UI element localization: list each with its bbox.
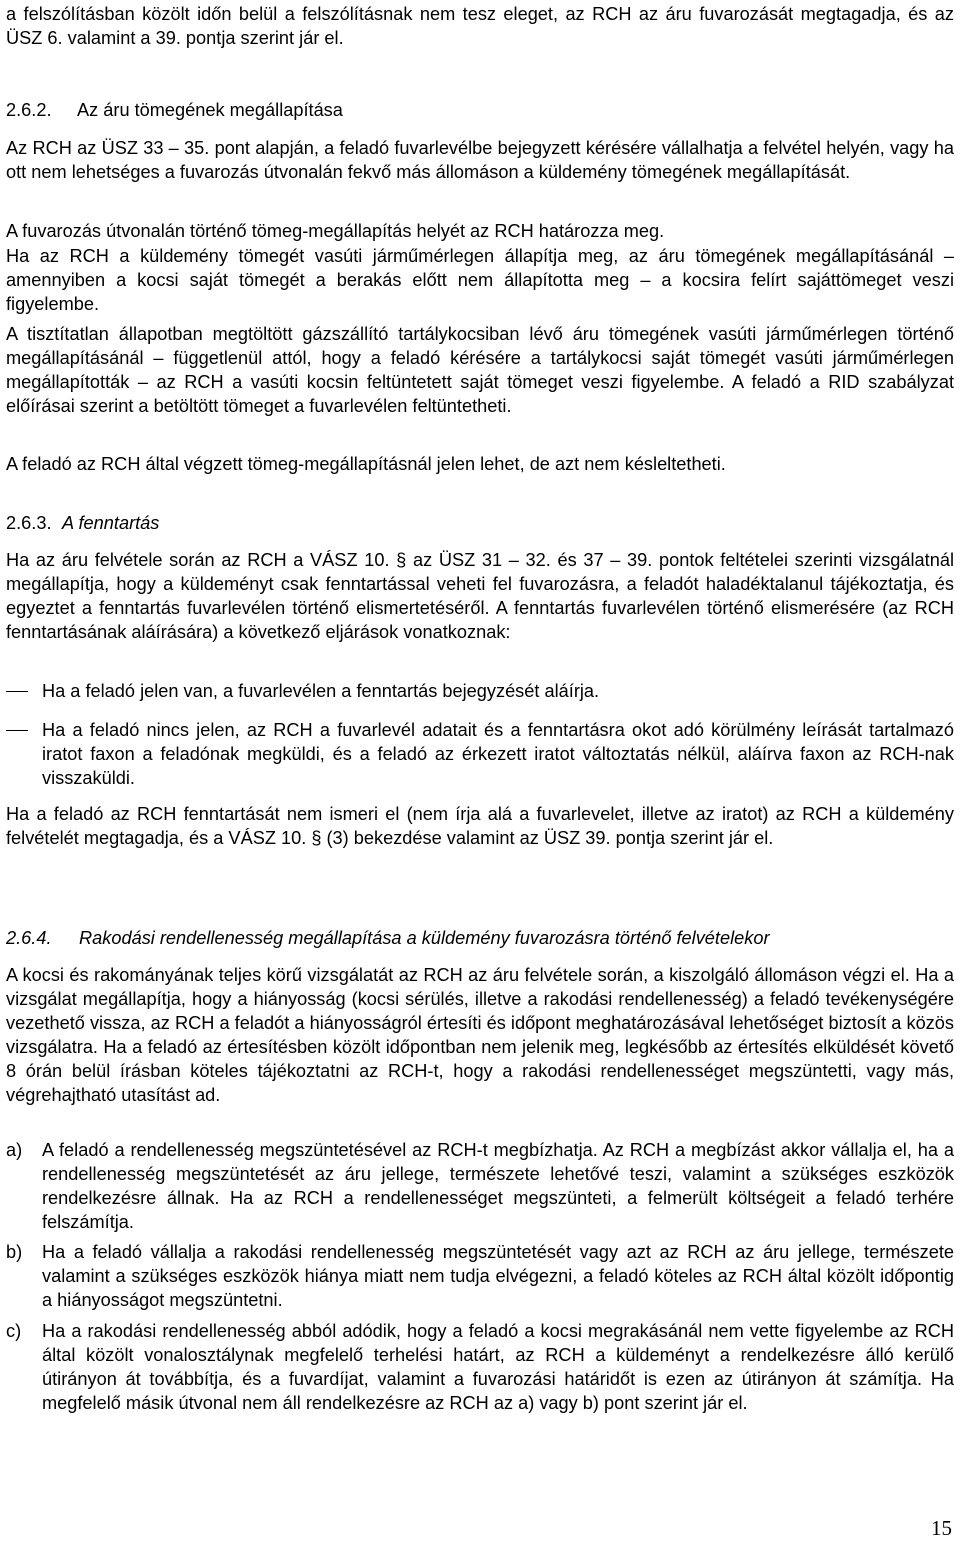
section-heading xyxy=(6,511,159,535)
page-number: 15 xyxy=(931,1516,952,1540)
section-number: 2.6.2. xyxy=(6,100,52,120)
paragraph: A fuvarozás útvonalán történő tömeg-megállapítás helyét az RCH határozza meg. xyxy=(6,221,665,241)
list-item-label: c) xyxy=(6,1321,22,1341)
section-number: 2.6.3. xyxy=(6,513,52,533)
section-title: Rakodási rendellenesség megállapítása a küldemény fuvarozásra történő felvételekor xyxy=(79,928,770,948)
paragraph: A feladó az RCH által végzett tömeg-megállapításnál jelen lehet, de azt nem késleltetheti. xyxy=(6,454,726,474)
list-item-text: Ha a feladó jelen van, a fuvarlevélen a fenntartás bejegyzését aláírja. xyxy=(42,681,600,701)
list-item-label: b) xyxy=(6,1242,23,1262)
list-item-text: Ha a rakodási rendellenesség abból adódik, hogy a feladó a kocsi megrakásánál nem vette figyelembe az RCH által közölt vonalosztálynak megfelelő terhelési határt, az RCH a küldeményt a rendelkezésre álló kerülő útirányon át továbbítja, és a fuvardíjat, valamint a fuvarozási határidőt is ezen az útirányon át számítja. Ha megfelelő másik útvonal nem áll rendelkezésre az RCH az a) vagy b) pont szerint jár el. xyxy=(42,1321,954,1413)
section-title: Az áru tömegének megállapítása xyxy=(77,100,343,120)
dash-bullet xyxy=(6,730,28,731)
section-heading xyxy=(6,926,770,950)
section-number: 2.6.4. xyxy=(6,928,52,948)
section-title: A fenntartás xyxy=(62,513,160,533)
list-item-text: Ha a feladó nincs jelen, az RCH a fuvarlevél adatait és a fenntartásra okot adó körülmény leírását tartalmazó iratot faxon a feladónak megküldi, és a feladó az érkezett iratot változtatás nélkül, aláírva faxon az RCH-nak visszaküldi. xyxy=(42,720,954,788)
paragraph: a felszólításban közölt időn belül a felszólításnak nem tesz eleget, az RCH az áru fuvarozását megtagadja, és az ÜSZ 6. valamint a 39. pontja szerint jár el. xyxy=(6,4,954,48)
list-item-text: Ha a feladó vállalja a rakodási rendellenesség megszüntetését vagy azt az RCH az áru jellege, természete valamint a szükséges eszközök hiánya miatt nem tudja elvégezni, a feladó köteles az RCH által közölt időpontig a hiányosságot megszüntetni. xyxy=(42,1242,954,1310)
list-item-text: A feladó a rendellenesség megszüntetésével az RCH-t megbízhatja. Az RCH a megbízást akkor vállalja el, ha a rendellenesség megszüntetését az áru jellege, természete lehetővé teszi, valamint a szükséges eszközök rendelkezésre állnak. Ha az RCH a rendellenességet megszünteti, a felmerült költségeit a feladó terhére felszámítja. xyxy=(42,1140,954,1232)
paragraph: Az RCH az ÜSZ 33 – 35. pont alapján, a feladó fuvarlevélbe bejegyzett kérésére vállalhatja a felvétel helyén, vagy ha ott nem lehetséges a fuvarozás útvonalán fekvő más állomáson a küldemény tömegének megállapítását. xyxy=(6,138,954,182)
section-heading xyxy=(6,98,343,122)
list-item-label: a) xyxy=(6,1140,23,1160)
paragraph: Ha az áru felvétele során az RCH a VÁSZ 10. § az ÜSZ 31 – 32. és 37 – 39. pontok feltételei szerinti vizsgálatnál megállapítja, hogy a küldeményt csak fenntartással veheti fel fuvarozásra, a feladót haladéktalanul tájékoztatja, és egyeztet a fenntartás fuvarlevélen történő elismertetéséről. A fenntartás fuvarlevélen történő elismerésére (az RCH fenntartásának aláírására) a következő eljárások vonatkoznak: xyxy=(6,550,954,642)
paragraph: A tisztítatlan állapotban megtöltött gázszállító tartálykocsiban lévő áru tömegének vasúti járműmérlegen történő megállapításánál – függetlenül attól, hogy a feladó kérésére a tartálykocsi saját tömegét vasúti járműmérlegen megállapították – az RCH a vasúti kocsin feltüntetett saját tömeget veszi figyelembe. A feladó a RID szabályzat előírásai szerint a betöltött tömeget a fuvarlevélen feltüntetheti. xyxy=(6,324,954,416)
paragraph: Ha az RCH a küldemény tömegét vasúti járműmérlegen állapítja meg, az áru tömegének megállapításánál – amennyiben a kocsi saját tömegét a berakás előtt nem állapította meg – a kocsira felírt sajáttömeget veszi figyelembe. xyxy=(6,246,954,314)
dash-bullet xyxy=(6,691,28,692)
paragraph: Ha a feladó az RCH fenntartását nem ismeri el (nem írja alá a fuvarlevelet, illetve az iratot) az RCH a küldemény felvételét megtagadja, és a VÁSZ 10. § (3) bekezdése valamint az ÜSZ 39. pontja szerint jár el. xyxy=(6,804,954,848)
document-page xyxy=(6,0,954,1541)
paragraph: A kocsi és rakományának teljes körű vizsgálatát az RCH az áru felvétele során, a kiszolgáló állomáson végzi el. Ha a vizsgálat megállapítja, hogy a hiányosság (kocsi sérülés, illetve a rakodási rendellenesség) a feladó tevékenységére vezethető vissza, az RCH a feladót a hiányosságról értesíti és időpont meghatározásával lehetőséget biztosít a közös vizsgálatra. Ha a feladó az értesítésben közölt időpontban nem jelenik meg, legkésőbb az értesítés elküldését követő 8 órán belül írásban köteles tájékoztatni az RCH-t, hogy a rakodási rendellenességet megszüntetti, vagy más, végrehajtható utasítást ad. xyxy=(6,965,954,1105)
